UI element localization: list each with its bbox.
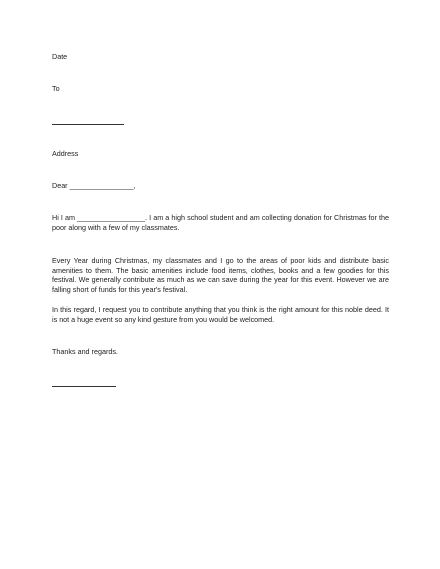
body-paragraph-2: In this regard, I request you to contribute anything that you think is the right amount for this noble deed. It is not a huge event so any kind gesture from you would be welcomed. (52, 305, 389, 324)
intro-paragraph: Hi I am _________________. I am a high school student and am collecting donation for Christmas for the poor along with a few of my classmates. (52, 213, 389, 232)
body-paragraph-1: Every Year during Christmas, my classmates and I go to the areas of poor kids and distribute basic amenities to them. The basic amenities include food items, clothes, books and a few goodies for this festival. We generally contribute as much as we can save during the year for this event. However we are falling short of funds for this year's festival. (52, 256, 389, 294)
closing-line: Thanks and regards. (52, 347, 118, 356)
to-label: To (52, 84, 60, 93)
date-label: Date (52, 52, 68, 61)
address-label: Address (52, 149, 79, 158)
salutation: Dear ________________, (52, 181, 136, 190)
signature-blank-line (52, 386, 116, 387)
recipient-blank-line (52, 124, 124, 125)
